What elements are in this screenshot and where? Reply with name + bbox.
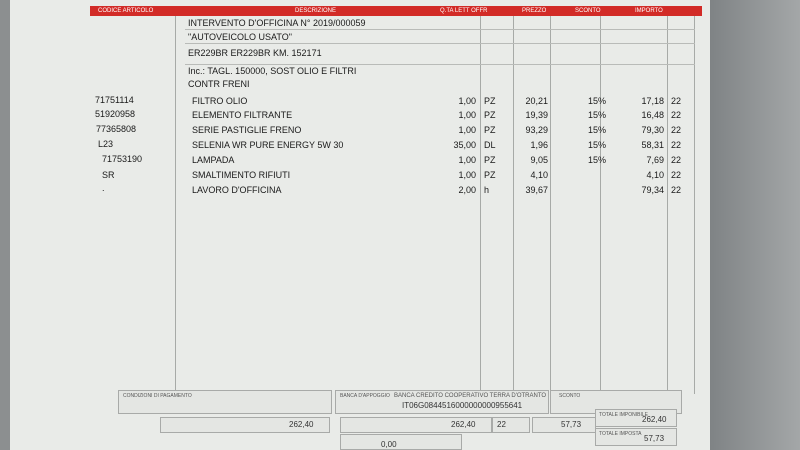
invoice-footer — [10, 390, 710, 450]
row-qty: 1,00 — [458, 125, 476, 135]
row-price: 9,05 — [530, 155, 548, 165]
column-divider — [480, 16, 481, 394]
row-vat: 22 — [671, 125, 682, 135]
row-amount: 17,18 — [641, 96, 664, 106]
row-divider — [185, 29, 695, 30]
payment-conditions-label: CONDIZIONI DI PAGAMENTO — [123, 393, 192, 399]
row-vat: 22 — [671, 96, 682, 106]
total-imposta-box — [595, 428, 677, 446]
extra-value: 0,00 — [381, 440, 397, 449]
row-amount: 4,10 — [646, 170, 664, 180]
row-divider — [185, 43, 695, 44]
iban-value: IT06G0844516000000000955641 — [402, 401, 523, 410]
invoice-sheet — [10, 0, 710, 450]
row-qty: 1,00 — [458, 170, 476, 180]
row-price: 4,10 — [530, 170, 548, 180]
row-price: 1,96 — [530, 140, 548, 150]
imposta-field — [532, 417, 596, 433]
row-discount: 15% — [587, 140, 606, 150]
row-description: SELENIA WR PURE ENERGY 5W 30 — [192, 140, 344, 150]
bank-name: BANCA CREDITO COOPERATIVO TERRA D'OTRANTO — [394, 393, 547, 399]
row-discount: 15% — [587, 125, 606, 135]
column-divider — [550, 16, 551, 394]
header-qta: Q.TA LETT OFFR — [440, 8, 488, 14]
column-divider — [513, 16, 514, 394]
row-unit: PZ — [484, 110, 496, 120]
bank-label: BANCA D'APPOGGIO — [340, 393, 390, 399]
total-imposta-label: TOTALE IMPOSTA — [599, 431, 642, 437]
row-description: LAVORO D'OFFICINA — [192, 185, 282, 195]
monitor-edge — [710, 0, 800, 450]
row-code: 51920958 — [95, 109, 136, 119]
row-description: FILTRO OLIO — [192, 96, 248, 106]
table-header-bar — [90, 6, 702, 16]
total-field — [160, 417, 330, 433]
row-vat: 22 — [671, 170, 682, 180]
row-amount: 16,48 — [641, 110, 664, 120]
row-price: 39,67 — [525, 185, 548, 195]
row-amount: 58,31 — [641, 140, 664, 150]
total-imponibile-value: 262,40 — [642, 415, 667, 424]
row-discount: 15% — [587, 110, 606, 120]
row-description: SERIE PASTIGLIE FRENO — [192, 125, 302, 135]
row-description: ELEMENTO FILTRANTE — [192, 110, 293, 120]
row-description: SMALTIMENTO RIFIUTI — [192, 170, 291, 180]
imponibile-field — [340, 417, 492, 433]
header-descrizione: DESCRIZIONE — [295, 8, 337, 14]
intervento-line: INTERVENTO D'OFFICINA N° 2019/000059 — [188, 18, 366, 28]
row-discount: 15% — [587, 155, 606, 165]
vat-rate-value: 22 — [497, 420, 506, 429]
row-unit: PZ — [484, 125, 496, 135]
row-vat: 22 — [671, 140, 682, 150]
column-divider — [694, 16, 695, 394]
row-discount: 15% — [587, 96, 606, 106]
row-vat: 22 — [671, 185, 682, 195]
imposta-value: 57,73 — [561, 420, 582, 429]
row-amount: 79,34 — [641, 185, 664, 195]
row-price: 19,39 — [525, 110, 548, 120]
total-imponibile-box — [595, 409, 677, 427]
row-unit: PZ — [484, 96, 496, 106]
total-imposta-value: 57,73 — [644, 434, 665, 443]
column-divider — [175, 16, 176, 394]
row-price: 20,21 — [525, 96, 548, 106]
row-code: L23 — [98, 139, 114, 149]
bank-box — [335, 390, 549, 414]
column-divider — [667, 16, 668, 394]
row-unit: DL — [484, 140, 496, 150]
row-code: SR — [102, 170, 115, 180]
row-qty: 1,00 — [458, 96, 476, 106]
total-imponibile-label: TOTALE IMPONIBILE — [599, 412, 648, 418]
extra-field — [340, 434, 462, 450]
row-code: . — [102, 183, 105, 193]
row-code: 71751114 — [95, 95, 134, 105]
payment-conditions-box — [118, 390, 332, 414]
row-vat: 22 — [671, 155, 682, 165]
column-divider — [600, 16, 601, 394]
row-qty: 1,00 — [458, 155, 476, 165]
row-unit: h — [484, 185, 490, 195]
vat-rate-field — [492, 417, 530, 433]
row-amount: 79,30 — [641, 125, 664, 135]
tagliando-line: Inc.: TAGL. 150000, SOST OLIO E FILTRI — [188, 66, 357, 76]
header-importo: IMPORTO — [635, 8, 663, 14]
discount-label: SCONTO — [559, 393, 581, 399]
header-codice: CODICE ARTICOLO — [98, 8, 154, 14]
row-divider — [185, 64, 695, 65]
row-price: 93,29 — [525, 125, 548, 135]
row-qty: 2,00 — [458, 185, 476, 195]
row-code: 71753190 — [102, 154, 143, 164]
total-value-a: 262,40 — [289, 420, 314, 429]
row-unit: PZ — [484, 155, 496, 165]
row-vat: 22 — [671, 110, 682, 120]
header-sconto: SCONTO — [575, 8, 601, 14]
row-code: 77365808 — [96, 124, 137, 134]
targa-line: ER229BR ER229BR KM. 152171 — [188, 48, 322, 58]
header-prezzo: PREZZO — [522, 8, 547, 14]
veicolo-line: "AUTOVEICOLO USATO" — [188, 32, 292, 42]
row-unit: PZ — [484, 170, 496, 180]
row-qty: 1,00 — [458, 110, 476, 120]
total-value-b: 262,40 — [451, 420, 476, 429]
row-amount: 7,69 — [646, 155, 664, 165]
row-description: LAMPADA — [192, 155, 235, 165]
row-qty: 35,00 — [453, 140, 476, 150]
freni-line: CONTR FRENI — [188, 79, 250, 89]
